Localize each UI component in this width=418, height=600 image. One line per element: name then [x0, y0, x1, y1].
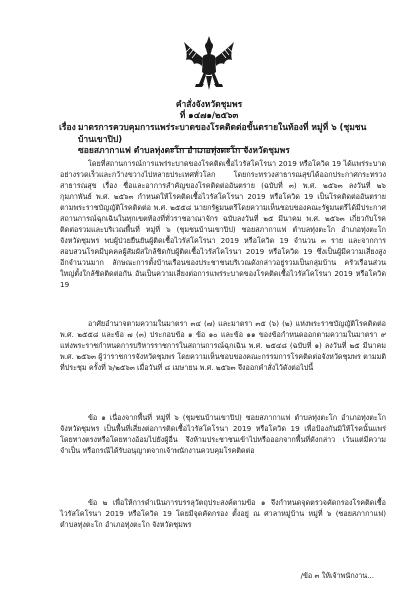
subject-line-1: มาตรการควบคุมการแพร่ระบาดของโรคติดต่อขั้นตรายในท้องที่ หมู่ที่ ๖ (ชุมชนบ้านเขาปิป) — [78, 123, 367, 145]
paragraph-3: ข้อ ๑ เนื่องจากพื้นที่ หมู่ที่ ๖ (ชุมชนบ้านเขาปิป) ซอยสภากาแฟ ตำบลทุ่งตะโก อำเภอทุ่งตะโก จังหวัดชุมพร เป็นพื้นที่เสี่ยงต่อการติดเชื้อไวรัสโคโรนา 2019 หรือโควิด 19 เพื่อป้องกันมิให้โรคนั้นแพร่โดยทางตรงหรือโดยทางอ้อมไปยังผู้อื่น จึงห้ามประชาชนเข้าไปหรือออกจากพื้นที่ดังกล่าว เว้นแต่มีความจำเป็น หรือกรณีได้รับอนุญาตจากเจ้าพนักงานควบคุมโรคติดต่อ — [60, 413, 386, 455]
subject-block — [59, 123, 378, 158]
divider — [170, 148, 248, 149]
subject-label: เรื่อง — [59, 123, 76, 133]
continuation-note: /ข้อ ๓ ให้เจ้าพนักงาน... — [300, 571, 374, 580]
subject-line-2: ซอยสภากาแฟ ตำบลทุ่งตะโก อำเภอทุ่งตะโก จังหวัดชุมพร — [78, 146, 290, 156]
paragraph-1: โดยที่สถานการณ์การแพร่ระบาดของโรคติดเชื้อไวรัสโคโรนา 2019 หรือโควิด 19 ได้แพร่ระบาดอย่างรวดเร็วและกว้างขวางไปหลายประเทศทั่วโลก โดยกระทรวงสาธารณสุขได้ออกประกาศกระทรวงสาธารณสุข เรื่อง ชื่อและอาการสำคัญของโรคติดต่ออันตราย (ฉบับที่ ๓) พ.ศ. ๒๕๖๓ ลงวันที่ ๒๖ กุมภาพันธ์ พ.ศ. ๒๕๖๓ กำหนดให้โรคติดเชื้อไวรัสโคโรนา 2019 หรือโควิด 19 เป็นโรคติดต่ออันตรายตามพระราชบัญญัติโรคติดต่อ พ.ศ. ๒๕๕๘ นายกรัฐมนตรีโดยความเห็นชอบของคณะรัฐมนตรีได้มีประกาศสถานการณ์ฉุกเฉินในทุกเขตท้องที่ทั่วราชอาณาจักร ฉบับลงวันที่ ๒๕ มีนาคม พ.ศ. ๒๕๖๓ เกี่ยวกับโรคติดต่อรวมและบริเวณพื้นที่ หมู่ที่ ๖ (ชุมชนบ้านเขาปิป) ซอยสภากาแฟ ตำบลทุ่งตะโก อำเภอทุ่งตะโก จังหวัดชุมพร พบผู้ป่วยยืนยันผู้ติดเชื้อไวรัสโคโรนา 2019 หรือโควิด 19 จำนวน ๓ ราย และจากการสอบสวนโรคมีบุคคลผู้สัมผัสใกล้ชิดกับผู้ติดเชื้อไวรัสโคโรนา 2019 หรือโควิด 19 ซึ่งเป็นผู้มีความเสี่ยงสูงอีกจำนวนมาก ลักษณะการตั้งบ้านเรือนของประชาชนบริเวณดังกล่าวอยู่รวมเป็นกลุ่มบ้าน ครัวเรือนส่วนใหญ่ตั้งใกล้ชิดติดต่อกัน อันเป็นความเสี่ยงต่อการแพร่ระบาดของโรคติดเชื้อไวรัสโคโรนา 2019 หรือโควิด 19 — [60, 159, 386, 289]
paragraph-2: อาศัยอำนาจตามความในมาตรา ๓๔ (๗) และมาตรา ๓๕ (๖) (๒) แห่งพระราชบัญญัติโรคติดต่อ พ.ศ. ๒๕๕๘ และข้อ ๗ (๓) ประกอบข้อ ๑ ข้อ ๑๐ และข้อ ๑๑ ของข้อกำหนดออกตามความในมาตรา ๙ แห่งพระราชกำหนดการบริหารราชการในสถานการณ์ฉุกเฉิน พ.ศ. ๒๕๔๘ (ฉบับที่ ๑) ลงวันที่ ๒๕ มีนาคม พ.ศ. ๒๕๖๓ ผู้ว่าราชการจังหวัดชุมพร โดยความเห็นชอบของคณะกรรมการโรคติดต่อจังหวัดชุมพร ตามมติที่ประชุม ครั้งที่ ๖/๒๕๖๓ เมื่อวันที่ ๘ เมษายน พ.ศ. ๒๕๖๓ จึงออกคำสั่งไว้ดังต่อไปนี้ — [60, 319, 386, 372]
garuda-emblem-icon — [182, 34, 236, 94]
order-title: คำสั่งจังหวัดชุมพร — [175, 100, 243, 110]
paragraph-4: ข้อ ๒ เพื่อให้การดำเนินการบรรลุวัตถุประสงค์ตามข้อ ๑ จึงกำหนดจุดตรวจคัดกรองโรคติดเชื้อไวรัสโคโรนา 2019 หรือโควิด 19 โดยมีจุดคัดกรอง ตั้งอยู่ ณ ศาลาหมู่บ้าน หมู่ที่ ๖ (ซอยสภากาแฟ) ตำบลทุ่งตะโก อำเภอทุ่งตะโก จังหวัดชุมพร — [60, 498, 386, 529]
order-number: ที่ ๑๔๗๑/๒๕๖๓ — [179, 111, 239, 121]
